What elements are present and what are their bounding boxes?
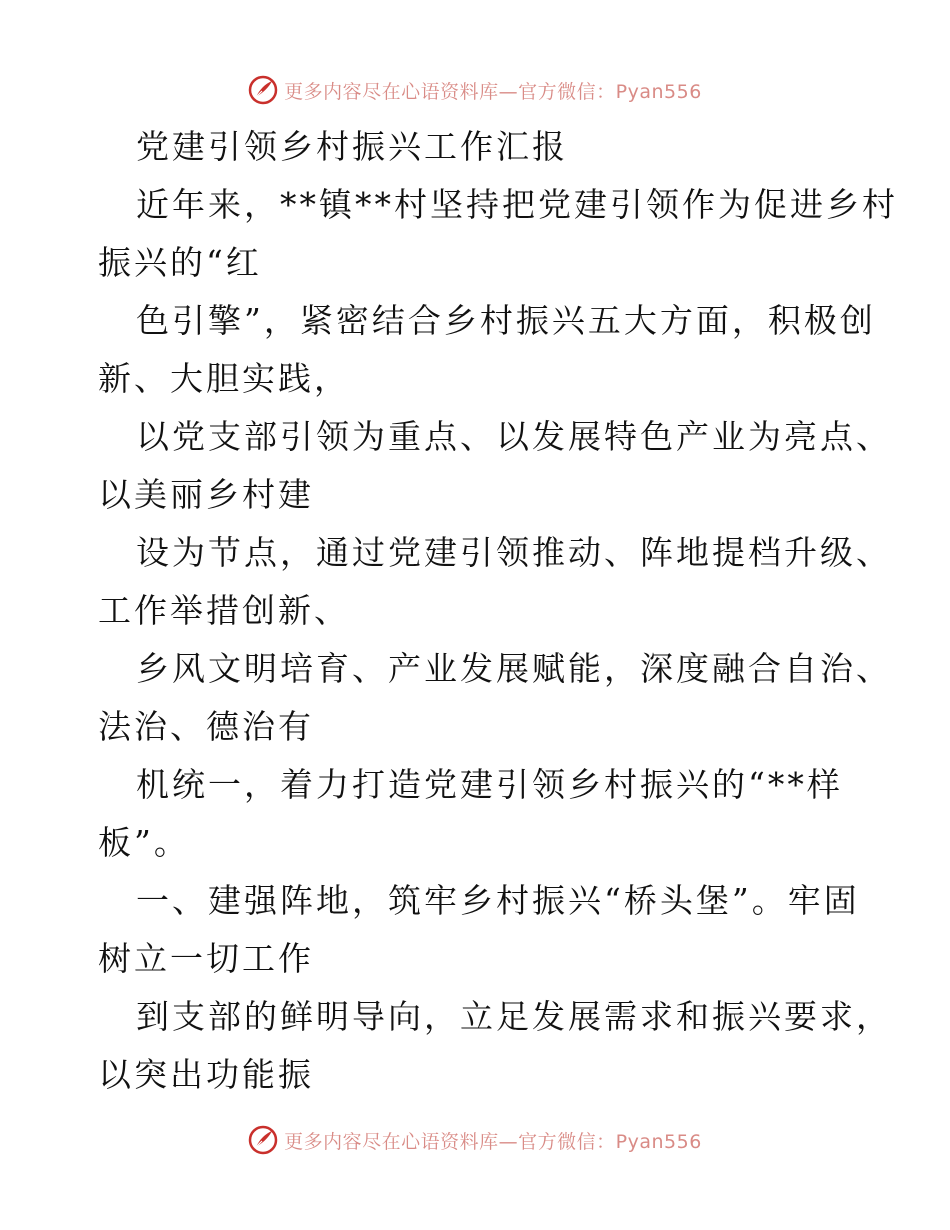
paragraph-line: 法治、德治有 bbox=[98, 707, 314, 746]
header-watermark-text: 更多内容尽在心语资料库—官方微信：Pyan556 bbox=[284, 80, 702, 103]
paragraph-line: 到支部的鲜明导向，立足发展需求和振兴要求， bbox=[136, 997, 892, 1036]
paragraph-line: 树立一切工作 bbox=[98, 939, 314, 978]
footer-watermark bbox=[0, 1120, 950, 1160]
feather-pen-logo-icon bbox=[248, 75, 278, 105]
section-heading-line: 一、建强阵地，筑牢乡村振兴“桥头堡”。牢固 bbox=[136, 881, 860, 920]
paragraph-line: 工作举措创新、 bbox=[98, 591, 350, 630]
paragraph-line: 以突出功能振 bbox=[98, 1055, 314, 1094]
paragraph-line: 以党支部引领为重点、以发展特色产业为亮点、 bbox=[136, 417, 892, 456]
paragraph-line: 乡风文明培育、产业发展赋能，深度融合自治、 bbox=[136, 649, 892, 688]
paragraph-line: 近年来，**镇**村坚持把党建引领作为促进乡村 bbox=[136, 185, 898, 224]
footer-watermark-text: 更多内容尽在心语资料库—官方微信：Pyan556 bbox=[284, 1130, 702, 1153]
paragraph-line: 机统一，着力打造党建引领乡村振兴的“**样 bbox=[136, 765, 843, 804]
paragraph-line: 振兴的“红 bbox=[98, 243, 262, 282]
feather-pen-logo-icon bbox=[248, 1125, 278, 1155]
header-watermark bbox=[0, 70, 950, 110]
paragraph-line: 板”。 bbox=[98, 823, 190, 862]
document-title: 党建引领乡村振兴工作汇报 bbox=[136, 127, 568, 166]
document-body bbox=[98, 118, 898, 1104]
paragraph-line: 色引擎”，紧密结合乡村振兴五大方面，积极创 bbox=[136, 301, 876, 340]
paragraph-line: 设为节点，通过党建引领推动、阵地提档升级、 bbox=[136, 533, 892, 572]
paragraph-line: 新、大胆实践， bbox=[98, 359, 350, 398]
paragraph-line: 以美丽乡村建 bbox=[98, 475, 314, 514]
